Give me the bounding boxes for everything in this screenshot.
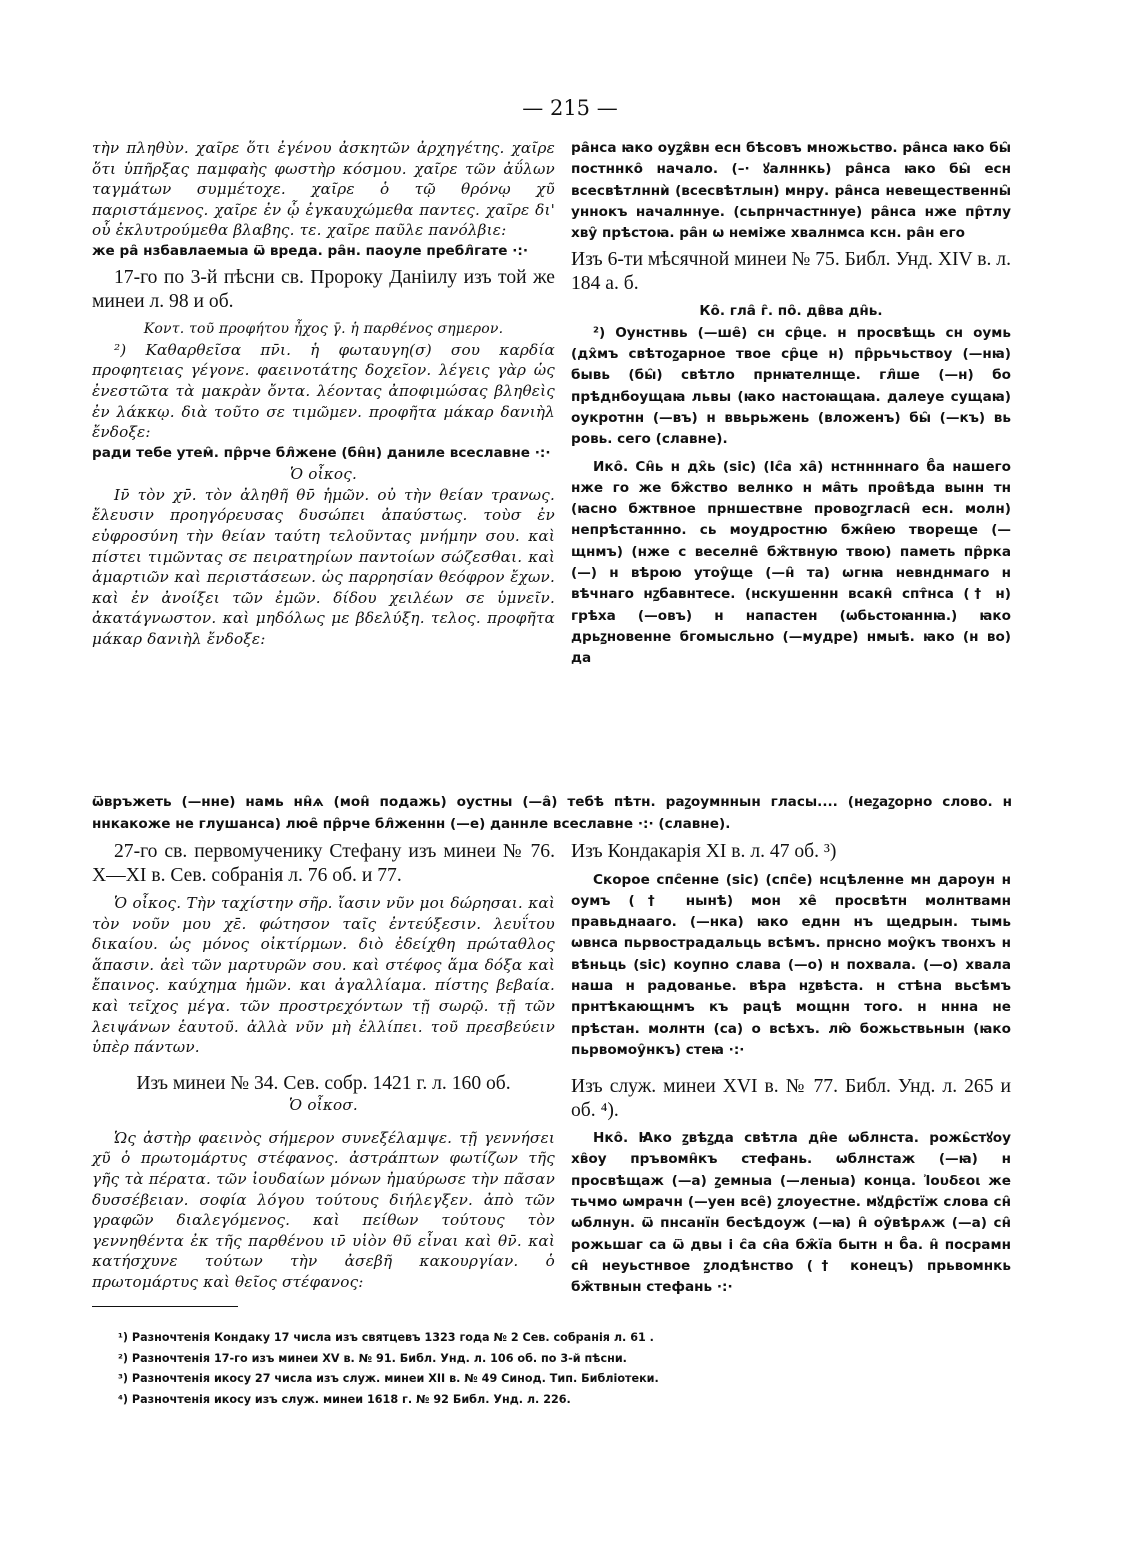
left-column: [92, 138, 555, 649]
section-heading: Изъ минеи № 34. Сев. собр. 1421 г. л. 160 об.: [136, 1072, 511, 1094]
footnote: ³) Разночтенія икосу 27 числа изъ служ. минеи XII в. № 49 Синод. Тип. Библіотеки.: [118, 1372, 659, 1385]
left-column-lower: [92, 836, 555, 1293]
right-column: [571, 138, 1011, 670]
greek-text-block: Ιν̄ τὸν χν̄. τὸν ἀληθῆ θν̄ ἡμῶν. οὐ τὴν θείαν τρανως. ἔλευσιν προηγόρευσας δυσώπει ἀπαύστως. τοὺσ ἐν εὐφροσύνη τὴν θείαν ταύτη τελοῦντας μνήμην σου. καὶ πίστει τιμῶντας σε πειρατηρίων παντοίων σώζεσθαι. καὶ ἁμαρτιῶν καὶ περιστάσεων. ὡς παρρησίαν θεόφρον ἔχων. καὶ ἐν ἀνοίξει τῶν ἐμῶν. δίδου χειλέων σε ὑμνεῖν. ἀκατάγνωστον. καὶ μηδόλως με βδελύξη. τελος. προφῆτα μάκαρ δανιὴλ ἔνδοξε:: [92, 485, 555, 648]
right-column-lower: [571, 836, 1011, 1299]
section-heading: Изъ Кондакарія XI в. л. 47 об. ³): [571, 841, 837, 862]
greek-text-block: Ὡς ἀστὴρ φαεινὸς σήμερον συνεξέλαμψε. τῇ γεννήσει χῦ ὁ πρωτομάρτυς στέφανος. ἀστράπτων φωτίζων τῆς γῆς τὰ πέρατα. τῶν ἰουδαίων μόνων ἠμαύρωσε τὴν πᾶσαν δυσσέβειαν. σοφία λόγου τούτους διήλεγξεν. ἀπὸ τῶν γραφῶν διαλεγόμενος. καὶ πείθων τούτους τὸν γεννηθέντα ἐκ τῆς παρθένου ιν̄ υἱὸν θῦ εἶναι καὶ θν̄. καὶ κατήσχυνε τούτων τὴν ἀσεβῆ κακουργίαν. ὁ πρωτομάρτυς καὶ θεῖος στέφανος:: [92, 1128, 555, 1291]
section-heading: Изъ служ. минеи XVI в. № 77. Библ. Унд. л. 265 и об. ⁴).: [571, 1076, 1011, 1121]
slavonic-text-block: ра̑нса ꙗко оуꙁѫ̑вн есн бѣсовъ множьство. ра̑нса ꙗко бы̑ постннко̑ начало. (–· ꙋалннкь) ра̑нса ꙗко бы̑ есн всесвѣтлннѝ (всесвѣтлын) мнру. ра̑нса невещественны̑ уннокъ началннуе. (сьпрнчастннуе) ра̑нса нже пр̑тлу хву̑ прѣстоꙗ. ра̑н ѡ неміже хвалнмса ксн. ра̑н его: [571, 140, 1011, 242]
footnote-divider: [92, 1306, 238, 1307]
slavonic-text-block: Скорое спс̑енне (sic) (спс̑е) нсцѣленне мн дароун н оумъ († нынѣ) мон хе̑ просвѣтн молнтвамн правьднааго. (—нка) ꙗко еднн нъ щедрын. тымь ѡвнса пьрвострадальць всѣмъ. прнсно моу̑къ твонхъ н вѣньць (sic) коупно слава (—о) н похвала. (—о) хвала наша н радованье. вѣра нꙁвѣста. н стѣна вьсѣмъ прнтѣкающнмъ къ рацѣ мощнн того. н ннна не прѣстан. молнтн (са) о всѣхъ. лю̑ божьствьнын (ꙗко пьрвомоу̑нкъ) стеꙗ ·:·: [571, 871, 1011, 1058]
kontakion-title: Κοντ. τοῦ προφήτου ἦχος γ̄. ἡ παρθένος σημερον.: [143, 321, 504, 338]
oikos-title: Ὁ οἶκος.: [289, 465, 357, 484]
kontakion-title: Ко̑. гла̑ г̑. по̑. дв̑ва дн̑ь.: [699, 303, 883, 320]
section-heading: 27-го св. первомученику Стефану изъ минеи № 76. X—XI в. Сев. собранія л. 76 об. и 77.: [92, 841, 555, 886]
greek-text-block: τὴν πληθὺν. χαῖρε ὅτι ἐγένου ἀσκητῶν ἀρχηγέτης. χαῖρε ὅτι ὑπῆρξας παμφαὴς φωστὴρ κόσμου. χαῖρε τῶν ἀΰλων ταγμάτων συμμέτοχε. χαῖρε ὁ τῷ θρόνῳ χῦ παριστάμενος. χαῖρε ἐν ᾧ ἐγκαυχώμεθα παντες. χαῖρε δι' οὗ ἐκλυτρούμεθα βλαβης. τε. χαῖρε παῦλε πανόλβιε:: [92, 139, 555, 240]
slavonic-line: ради тебе утем̑. пр̑рче бл̑жене (бн̑н) даниле всеславне ·:·: [92, 444, 551, 461]
slavonic-text-block: Нко̑. Ꙗко ꙁвѣꙁда свѣтла дн̑е ѡблнста. рожь̑стꙋоу хв̑оу пръвомн̑къ стефань. ѡблнстаж (—ꙗ) н просвѣщаж (—а) ꙁемныа (—леныа) конца. Ἰουδεοι же тьчмо ѡмрачн (—уен все̑) ꙁлоуестне. мꙋдр̑стїж слова сн̑ ѡблнун. ѿ пнсанїн бесѣдоуж (—ꙗ) н̑ оу̑вѣрѧж (—а) сн̑ рожьшаг са ѿ двы і с̑а сн̑а бж̑їа бытн н б̑а. н̑ посрамн сн̑ неуьстнвое ꙁлодѣнство († конецъ) прьвомнкь бж̑твнын стефань ·:·: [571, 1130, 1011, 1296]
page-number: — 215 —: [522, 96, 618, 120]
footnotes: [118, 1328, 1018, 1410]
footnote: ²) Разночтенія 17-го изъ минеи XV в. № 91. Библ. Унд. л. 106 об. по 3-й пѣсни.: [118, 1351, 627, 1365]
footnote: ⁴) Разночтенія икосу изъ служ. минеи 1618 г. № 92 Библ. Унд. л. 226.: [118, 1392, 571, 1406]
slavonic-text-block: ²) Оунстнвь (—ше̑) сн ср̑це. н просвѣщь сн оумь (дх̑мъ свѣтоꙁарное твое ср̑це н) пр̑рьчьствоу (—нꙗ) бывь (бы̑) свѣтло прнꙗтелнще. гл̑ше (—н) бо прѣднбоущаꙗ львы (ꙗко настоꙗщаꙗ. далеуе сущаꙗ) оукротнн (—въ) н ввьрьжень (вложенъ) бы̑ (—къ) вь ровь. сего (славне).: [571, 324, 1011, 448]
slavonic-line: же ра̑ нзбавлаемыа ѿ вреда. ра̑н. паоуле пребл̑гате ·:·: [92, 242, 529, 259]
slavonic-text-block: Ико̑. Сн̑ь н дх̑ь (sic) (Іс̑а ха̑) нстннннаго б̑а нашего нже го же бж̑ство велнко н ма̑ть пров̑ѣда вынн тн (ꙗсно бжтвное прншествне провоꙁгласн̑ есн. молн) непрѣстаннно. сь моудростню бжн̑ею твореще (—щнмъ) (нже с веселне̑ бж̑твную твою) паметь пр̑рка (—) н вѣрою утоу̑ще (—н̑ та) ѡгнꙗ невнднмаго н вѣчнаго нꙁбавнтесе. (нскушеннн всакн̑ спт̑нса († н) грѣха (—овъ) н напастен (ѡбьстоꙗннꙗ.) ꙗко дрьꙁновенне бгомысльно (—мудре) нмыѣ. ꙗко (н во) да: [571, 458, 1011, 667]
oikos-title: Ὁ οἶκοσ.: [289, 1096, 358, 1115]
slavonic-wide-line: ѿвръжеть (—нне) намь нн̑ѧ (мон̑ подажь) оустны (—а̑) тебѣ пѣтн. раꙁоумннын гласы.... (неꙁаꙁорно слово. н ннкакоже не глушанса) люе̑ пр̑рче бл̑женнн (—е) даннле всеславне ·:· (славне).: [92, 794, 1012, 832]
greek-text-block: Ὁ οἶκος. Τὴν ταχίστην σῆρ. ἴασιν νῦν μοι δώρησαι. καὶ τὸν νοῦν μου χε̄. φώτησον ταῖς ἐντεύξεσιν. λευΐτου δικαίου. ὡς μόνος οἰκτίρμων. διὸ ἐδείχθη πρώταθλος ἅπασιν. ἀεὶ τῶν μαρτυρῶν σου. καὶ στέφος ἅμα δόξα καὶ ἔπαινος. καύχημα ἡμῶν. και ἀγαλλίαμα. πίστης βεβαία. καὶ τεῖχος μέγα. τῶν προστρεχόντων τῇ σωρῷ. τῇ τῶν λειψάνων ἑαυτοῦ. ἀλλὰ νῦν μὴ ἐλλίπει. τοῦ πρεσβεύειν ὑπὲρ πάντων.: [92, 894, 555, 1057]
section-heading: Изъ 6-ти мѣсячной минеи № 75. Библ. Унд. XIV в. л. 184 а. б.: [571, 249, 1011, 294]
footnote: ¹) Разночтенія Кондаку 17 числа изъ святцевъ 1323 года № 2 Сев. собранія л. 61 .: [118, 1331, 654, 1344]
section-heading: 17-го по 3-й пѣсни св. Пророку Даніилу изъ той же минеи л. 98 и об.: [92, 267, 555, 312]
greek-text-block: ²) Καθαρθεῖσα πν̄ι. ἡ φωταυγη(σ) σου καρδία προφητειας γέγονε. φαεινοτάτης δοχεῖον. λέγεις γὰρ ὡς ἐνεστῶτα τὰ μακρὰν ὄντα. λέοντας ἀποφιμώσας βληθεὶς ἐν λάκκῳ. διὰ τοῦτο σε τιμῶμεν. προφῆτα μάκαρ δανιὴλ ἔνδοξε:: [92, 340, 555, 442]
